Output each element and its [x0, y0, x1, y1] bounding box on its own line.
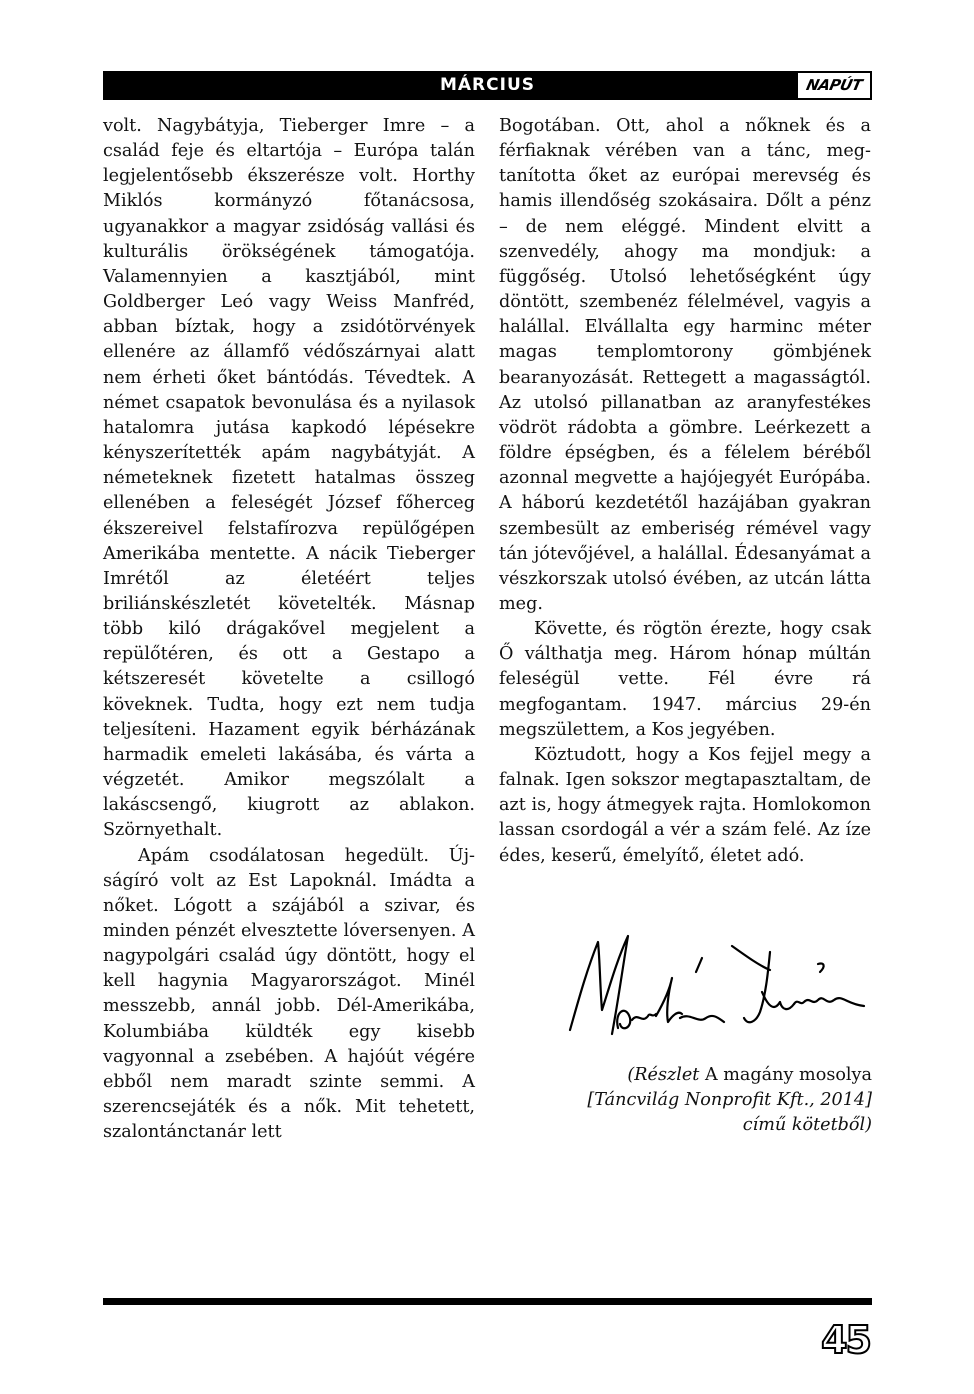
- magazine-logo-text: NAPÚT: [804, 76, 864, 94]
- caption-label: (Részlet: [627, 1065, 700, 1085]
- caption-line: [520, 1063, 872, 1088]
- source-caption: [520, 1063, 872, 1139]
- page-number: 45: [821, 1318, 870, 1362]
- text-column-left: [103, 114, 475, 1145]
- magazine-logo: [798, 73, 870, 98]
- paragraph: Követte, és rögtön érezte, hogy csak Ő válthatja meg. Három hónap múltán feleségül vette. Fél évre rá megfogantam. 1947. március 29-én megszülettem, a Kos jegyében.: [499, 619, 871, 740]
- paragraph: Bogotában. Ott, ahol a nőknek és a férfiaknak vérében van a tánc, megtanította őket az európai merevség és hamis illendőség szokásaira. Dőlt a pénz – de nem eléggé. Mindent elvitt a szenvedély, ahogy ma mondjuk: a függőség. Utolsó lehetőségként úgy döntött, szembenéz félelmével, vagyis a halállal. Elvállalta egy harminc méter magas templomtorony gömbjének bearanyozását. Rettegett a magasságtól. Az utolsó pillanatban az aranyfestékes vödröt rádobta a gömbre. Leérkezett a földre épségben, és a félelem béréből azonnal megvette a hajójegyét Európába. A háború kezdetétől hazájában gyakran szembesült az emberiség rémével vagy tán jótevőjével, a halállal. Édesanyámat a vészkorszak utolsó évében, az utcán látta meg.: [499, 116, 871, 614]
- paragraph: volt. Nagybátyja, Tieberger Imre – a család feje és eltartója – Európa talán legjelentősebb ékszerésze volt. Horthy Miklós kormányzó főtanácsosa, ugyanakkor a magyar zsidóság vallási és kulturális örökségének támogatója. Valamennyien a kasztjából, mint Goldberger Leó vagy Weiss Manfréd, abban bíztak, hogy a zsidótörvények ellenére az államfő védőszárnyai alatt nem érheti őket bántódás. Tévedtek. A német csapatok bevonulása és a nyilasok hatalomra jutása kapkodó lépésekre kényszerítették apám nagybátyját. A németeknek fizetett hatalmas összeg ellenében a feleségét József főherceg ékszereivel felstafírozva repülőgépen Amerikába mentette. A nácik Tieberger Imrétől az életéért teljes briliánskészletét követelték. Másnap több kiló drágakővel megjelent a repülőtéren, és ott a Gestapo a kétszeresét követelte a csillogó köveknek. Tudta, hogy ezt nem tudja teljesíteni. Hazament egyik bérházának harmadik emeleti lakásába, és várta a végzetét. Amikor megszólalt a lakáscsengő, kiugrott az ablakon. Szörnyethalt.: [103, 116, 475, 841]
- caption-line: című kötetből): [742, 1115, 872, 1136]
- paragraph: Apám csodálatosan hegedült. Újságíró volt az Est Lapoknál. Imádta a nőket. Lógott a szájából a szivar, és minden pénzét elvesztette lóversenyen. A nagypolgári család úgy döntött, hogy el kell hagynia Magyarországot. Minél messzebb, annál jobb. Dél-Amerikába, Kolumbiába küldték egy kisebb vagyonnal a zsebében. A hajóút végére ebből nem maradt szinte semmi. A szerencsejáték és a nők. Mit tehetett, szalontánctanár lett: [103, 845, 475, 1143]
- text-column-right: [499, 114, 871, 869]
- section-title: MÁRCIUS: [439, 75, 535, 95]
- running-header: [103, 71, 872, 100]
- book-title: A magány mosolya: [704, 1065, 872, 1085]
- caption-line: [Táncvilág Nonprofit Kft., 2014]: [587, 1090, 872, 1111]
- author-signature: [556, 932, 872, 1042]
- footer-rule: [103, 1298, 872, 1305]
- paragraph: Köztudott, hogy a Kos fejjel megy a falnak. Igen sokszor megtapasztaltam, de azt is, hogy átmegyek rajta. Homlokomon lassan csordogál a vér a szám felé. Az íze édes, keserű, émelyítő, életet adó.: [499, 744, 871, 866]
